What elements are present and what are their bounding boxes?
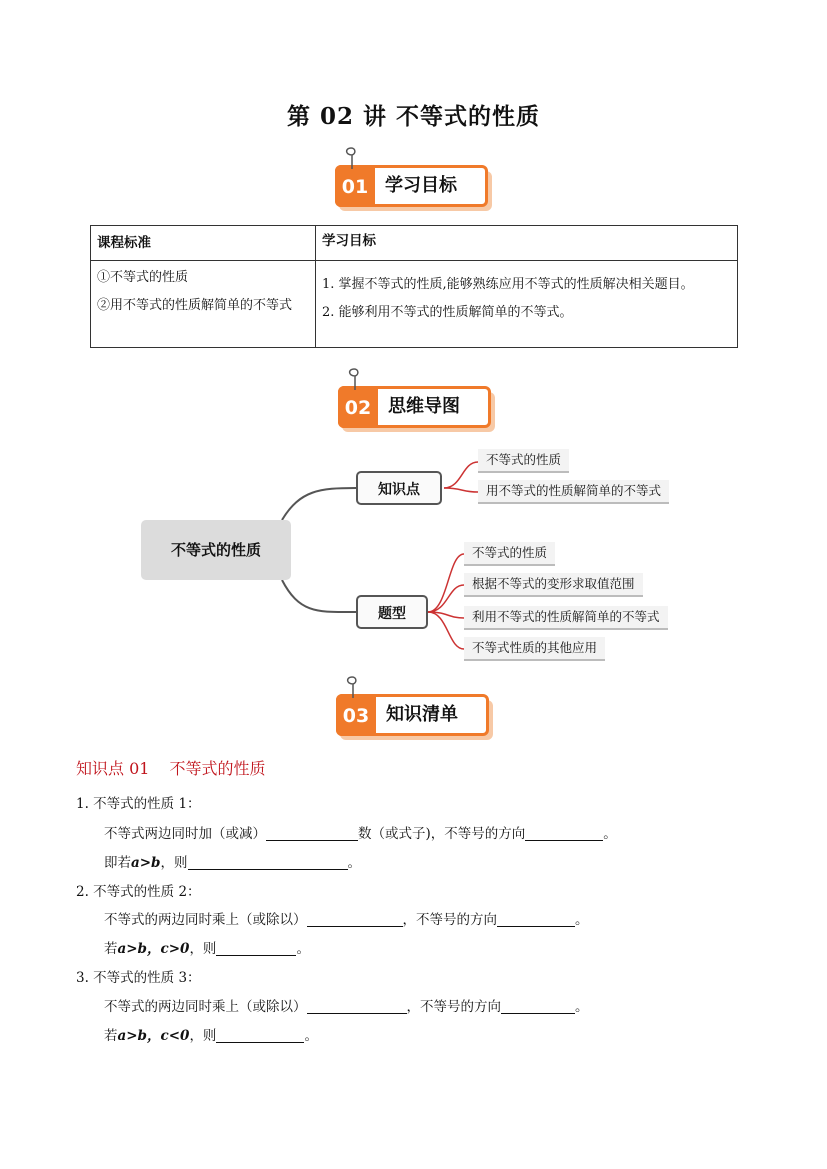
property-statement: 不等式的两边同时乘上（或除以） ，不等号的方向 。	[104, 912, 589, 928]
table-header-standard: 课程标准	[91, 226, 316, 261]
fill-blank[interactable]	[497, 912, 575, 927]
table-header-objective: 学习目标	[316, 226, 738, 261]
fill-blank[interactable]	[307, 999, 407, 1014]
math-expression: a>b，c>0	[117, 941, 190, 957]
section-badge-03	[336, 694, 489, 736]
mindmap-leaf: 根据不等式的变形求取值范围	[464, 573, 643, 597]
section-label: 学习目标	[385, 175, 457, 196]
objective-item: 1. 掌握不等式的性质,能够熟练应用不等式的性质解决相关题目。	[322, 277, 694, 292]
property-example: 若a>b，c<0，则 。	[104, 1028, 318, 1044]
fill-blank[interactable]	[188, 855, 348, 870]
fill-blank[interactable]	[266, 826, 358, 841]
standard-item: ①不等式的性质	[97, 270, 189, 285]
pin-icon	[343, 147, 361, 169]
property-statement: 不等式的两边同时乘上（或除以） ，不等号的方向 。	[104, 999, 589, 1015]
mindmap-leaf: 不等式的性质	[478, 449, 569, 473]
pin-icon	[344, 676, 362, 698]
section-label: 思维导图	[388, 396, 460, 417]
mindmap-connectors	[0, 430, 827, 670]
goals-table	[90, 225, 738, 348]
fill-blank[interactable]	[525, 826, 603, 841]
fill-blank[interactable]	[307, 912, 403, 927]
page-title: 第 02 讲 不等式的性质	[286, 103, 541, 130]
property-statement: 不等式两边同时加（或减） 数（或式子)，不等号的方向 。	[104, 826, 617, 842]
knowledge-title: 不等式的性质	[169, 759, 266, 778]
fill-blank[interactable]	[216, 941, 296, 956]
knowledge-heading	[76, 756, 285, 779]
knowledge-number: 知识点 01	[76, 759, 150, 778]
mindmap-branch: 知识点	[356, 471, 442, 505]
fill-blank[interactable]	[216, 1028, 304, 1043]
mindmap-root: 不等式的性质	[141, 520, 291, 580]
section-number: 03	[336, 694, 376, 736]
property-title: 2. 不等式的性质 2：	[76, 884, 201, 900]
pin-icon	[346, 368, 364, 390]
section-number: 01	[335, 165, 375, 207]
math-expression: a>b，c<0	[117, 1028, 190, 1044]
fill-blank[interactable]	[501, 999, 575, 1014]
property-example: 若a>b，c>0，则 。	[104, 941, 310, 957]
mindmap-leaf: 不等式性质的其他应用	[464, 637, 605, 661]
property-example: 即若a>b，则 。	[104, 855, 361, 871]
standard-item: ②用不等式的性质解简单的不等式	[97, 298, 293, 313]
mindmap-leaf: 用不等式的性质解简单的不等式	[478, 480, 669, 504]
property-title: 3. 不等式的性质 3：	[76, 970, 201, 986]
objective-item: 2. 能够利用不等式的性质解简单的不等式。	[322, 305, 573, 320]
section-number: 02	[338, 386, 378, 428]
math-expression: a>b	[131, 855, 161, 871]
mindmap-branch: 题型	[356, 595, 428, 629]
mindmap-leaf: 不等式的性质	[464, 542, 555, 566]
mindmap-leaf: 利用不等式的性质解简单的不等式	[464, 606, 668, 630]
section-badge-02	[338, 386, 491, 428]
section-label: 知识清单	[386, 704, 458, 725]
property-title: 1. 不等式的性质 1：	[76, 796, 201, 812]
section-badge-01	[335, 165, 488, 207]
